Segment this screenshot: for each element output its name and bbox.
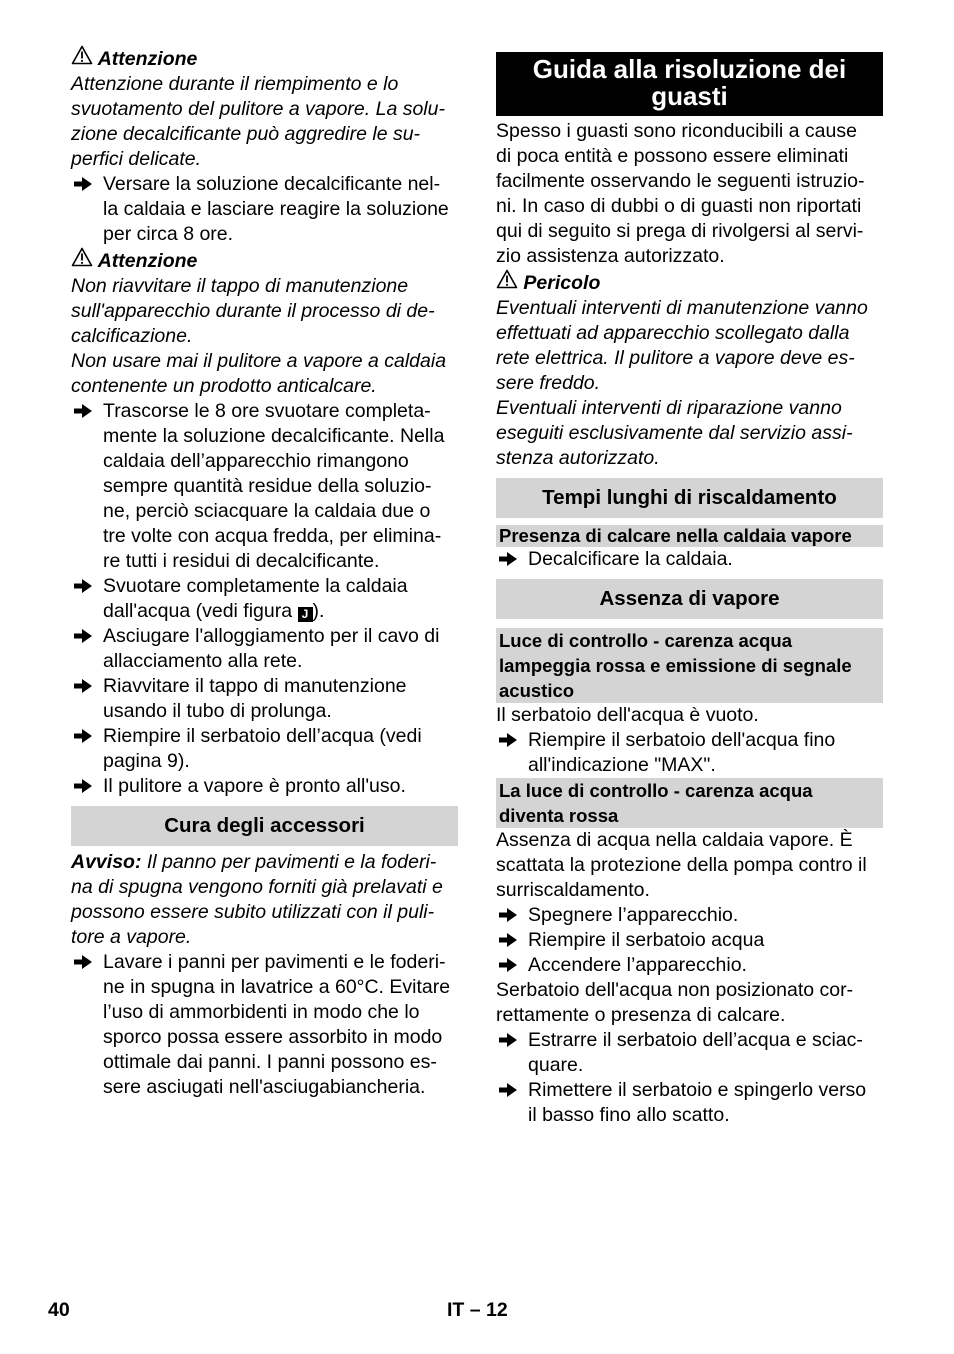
subsection-heading: Luce di controllo - carenza acqua lampeggia rossa e emissione di segnale acustico <box>496 628 883 703</box>
instruction-step: Il pulitore a vapore è pronto all'uso. <box>71 774 458 799</box>
instruction-step: Riempire il serbatoio acqua <box>496 928 883 953</box>
warning-text: Non riavvitare il tappo di manutenzione sull'apparecchio durante il processo di de- calcificazione. Non usare mai il pulitore a vapore a caldaia contenente un prodotto anticalcare. <box>71 275 447 397</box>
arrow-right-icon <box>498 1078 518 1103</box>
warning-title: Attenzione <box>97 250 198 272</box>
instruction-step: Riavvitare il tappo di manutenzione usando il tubo di prolunga. <box>71 674 458 724</box>
instruction-step: Riempire il serbatoio dell’acqua (vedi pagina 9). <box>71 724 458 774</box>
instruction-step: Riempire il serbatoio dell'acqua fino all'indicazione "MAX". <box>496 728 883 778</box>
instruction-step: Estrarre il serbatoio dell’acqua e sciac- quare. <box>496 1028 883 1078</box>
page-number: 40 <box>48 1299 70 1321</box>
arrow-right-icon <box>498 728 518 753</box>
instruction-step: Asciugare l'alloggiamento per il cavo di allacciamento alla rete. <box>71 624 458 674</box>
arrow-right-icon <box>498 903 518 928</box>
arrow-right-icon <box>73 674 93 699</box>
instruction-step: Versare la soluzione decalcificante nel- la caldaia e lasciare reagire la soluzione per circa 8 ore. <box>71 172 458 247</box>
arrow-right-icon <box>73 950 93 975</box>
intro-paragraph: Spesso i guasti sono riconducibili a cause di poca entità e possono essere eliminati facilmente osservando le seguenti istruzio- ni. In caso di dubbi o di guasti non riportati qui di seguito si prega di rivolgersi al servi- zio assistenza autorizzato. <box>496 120 865 267</box>
instruction-step: Spegnere l’apparecchio. <box>496 903 883 928</box>
cause-text: Serbatoio dell'acqua non posizionato cor- rettamente o presenza di calcare. <box>496 979 854 1026</box>
figure-reference-badge: J <box>298 607 313 622</box>
chapter-title: Guida alla risoluzione dei guasti <box>496 52 883 116</box>
instruction-step: Decalcificare la caldaia. <box>496 547 883 572</box>
section-heading: Tempi lunghi di riscaldamento <box>496 478 883 518</box>
arrow-right-icon <box>498 547 518 572</box>
right-column <box>496 45 883 1128</box>
section-heading: Cura degli accessori <box>71 806 458 846</box>
instruction-step: Trascorse le 8 ore svuotare completa- mente la soluzione decalcificante. Nella caldaia dell’apparecchio rimangono sempre quantità residue della soluzio- ne, perciò sciacquare la caldaia due o tre volte con acqua fredda, per elimina- re tutti i residui di decalcificante. <box>71 399 458 574</box>
arrow-right-icon <box>73 774 93 799</box>
warning-triangle-icon <box>496 269 518 289</box>
arrow-right-icon <box>73 574 93 599</box>
cause-text: Il serbatoio dell'acqua è vuoto. <box>496 704 759 726</box>
arrow-right-icon <box>73 724 93 749</box>
warning-text: Attenzione durante il riempimento e lo svuotamento del pulitore a vapore. La solu- zione decalcificante può aggredire le su- perfici delicate. <box>71 73 445 170</box>
left-column <box>71 45 458 1100</box>
warning-triangle-icon <box>71 45 93 65</box>
instruction-step: Svuotare completamente la caldaia dall'acqua (vedi figura J ). <box>71 574 458 624</box>
subsection-heading: La luce di controllo - carenza acqua diventa rossa <box>496 778 883 828</box>
notice-label: Avviso: <box>71 851 142 873</box>
subsection-heading: Presenza di calcare nella caldaia vapore <box>496 525 883 547</box>
danger-title: Pericolo <box>523 272 601 294</box>
language-page-label: IT – 12 <box>447 1299 508 1321</box>
instruction-step: Lavare i panni per pavimenti e le foderi- ne in spugna in lavatrice a 60°C. Evitare l’uso di ammorbidenti in modo che lo sporco possa essere assorbito in modo ottimale dai panni. I panni possono es- sere asciugati nell'asciugabiancheria. <box>71 950 458 1100</box>
arrow-right-icon <box>73 624 93 649</box>
warning-block-1 <box>71 45 458 172</box>
warning-block-2 <box>71 247 458 399</box>
danger-block <box>496 269 883 471</box>
arrow-right-icon <box>498 953 518 978</box>
warning-triangle-icon <box>71 247 93 267</box>
warning-title: Attenzione <box>97 48 198 70</box>
arrow-right-icon <box>498 1028 518 1053</box>
arrow-right-icon <box>73 172 93 197</box>
instruction-step: Accendere l’apparecchio. <box>496 953 883 978</box>
danger-text: Eventuali interventi di manutenzione vanno effettuati ad apparecchio scollegato dalla rete elettrica. Il pulitore a vapore deve es- sere freddo. Eventuali interventi di riparazione vanno eseguiti esclusivamente dal servizio assi- stenza autorizzato. <box>496 297 868 469</box>
instruction-step: Rimettere il serbatoio e spingerlo verso il basso fino allo scatto. <box>496 1078 883 1128</box>
section-heading: Assenza di vapore <box>496 579 883 619</box>
notice-block: Avviso: Il panno per pavimenti e la foderi- na di spugna vengono forniti già prelavati e possono essere subito utilizzati con il puli- tore a vapore. <box>71 851 443 948</box>
arrow-right-icon <box>73 399 93 424</box>
cause-text: Assenza di acqua nella caldaia vapore. È scattata la protezione della pompa contro il surriscaldamento. <box>496 829 867 901</box>
arrow-right-icon <box>498 928 518 953</box>
